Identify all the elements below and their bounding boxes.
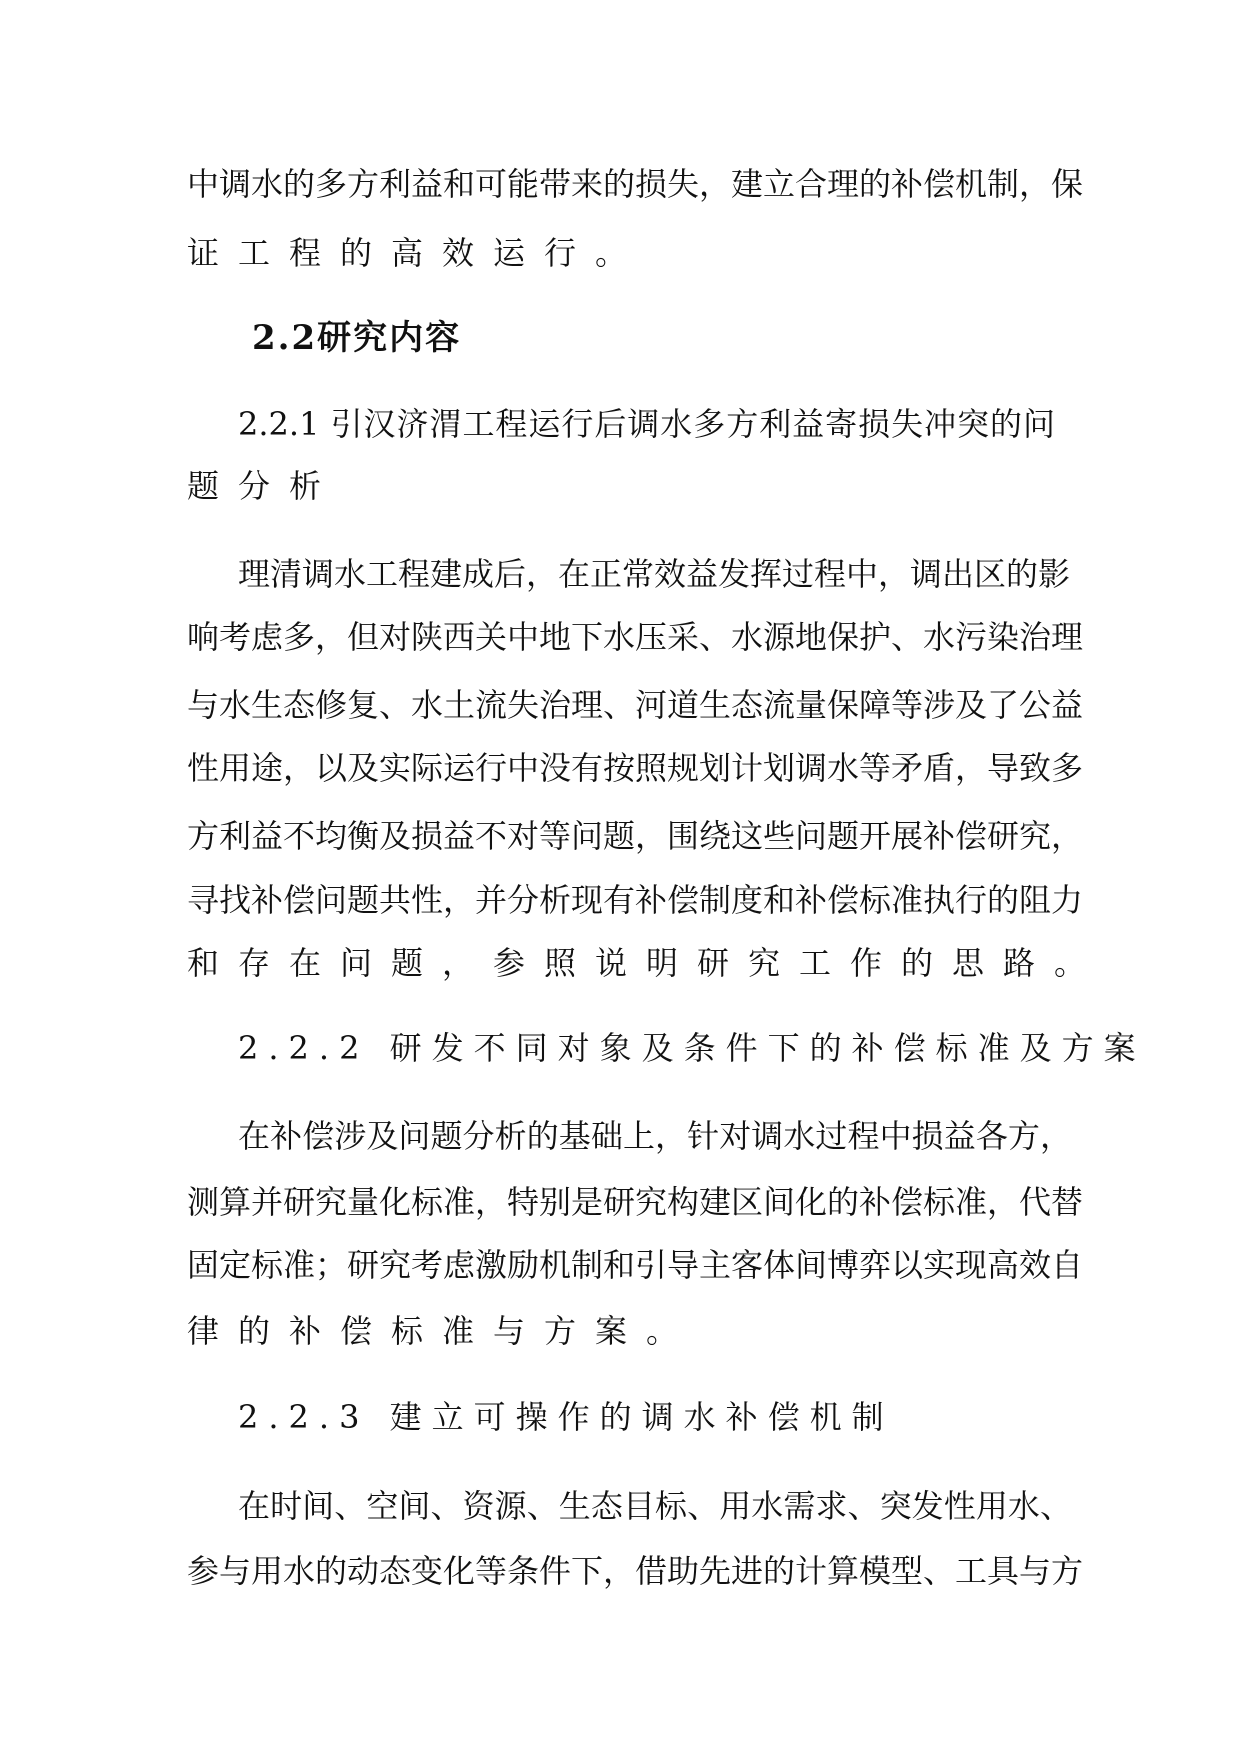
subsection-heading-221: 2.2.1 引汉济渭工程运行后调水多方利益寄损失冲突的问 (238, 405, 1055, 443)
paragraph-line: 固定标准；研究考虑激励机制和引导主客体间博弈以实现高效自 (187, 1246, 1084, 1284)
paragraph-line: 测算并研究量化标准，特别是研究构建区间化的补偿标准，代替 (187, 1183, 1084, 1221)
paragraph-line: 理清调水工程建成后，在正常效益发挥过程中，调出区的影 (238, 555, 1071, 593)
section-heading: 2.2研究内容 (252, 318, 462, 358)
subsection-heading-221-cont: 题分析 (187, 467, 341, 505)
paragraph-line: 和存在问题，参照说明研究工作的思路。 (187, 944, 1106, 982)
paragraph-line: 方利益不均衡及损益不对等问题，围绕这些问题开展补偿研究， (187, 817, 1084, 855)
subsection-heading-223: 2.2.3 建立可操作的调水补偿机制 (238, 1398, 894, 1436)
paragraph-line: 与水生态修复、水土流失治理、河道生态流量保障等涉及了公益 (187, 686, 1084, 724)
subsection-heading-222: 2.2.2 研发不同对象及条件下的补偿标准及方案 (238, 1029, 1146, 1067)
paragraph-line: 响考虑多，但对陕西关中地下水压采、水源地保护、水污染治理 (187, 618, 1084, 656)
paragraph-line: 律的补偿标准与方案。 (187, 1312, 698, 1350)
paragraph-line: 性用途，以及实际运行中没有按照规划计划调水等矛盾，导致多 (187, 749, 1084, 787)
intro-line: 证工程的高效运行。 (187, 234, 647, 272)
paragraph-line: 寻找补偿问题共性，并分析现有补偿制度和补偿标准执行的阻力 (187, 881, 1084, 919)
paragraph-line: 参与用水的动态变化等条件下，借助先进的计算模型、工具与方 (187, 1552, 1084, 1590)
paragraph-line: 在时间、空间、资源、生态目标、用水需求、突发性用水、 (238, 1487, 1072, 1525)
intro-line: 中调水的多方利益和可能带来的损失，建立合理的补偿机制，保 (187, 165, 1084, 203)
paragraph-line: 在补偿涉及问题分析的基础上，针对调水过程中损益各方， (238, 1117, 1072, 1155)
